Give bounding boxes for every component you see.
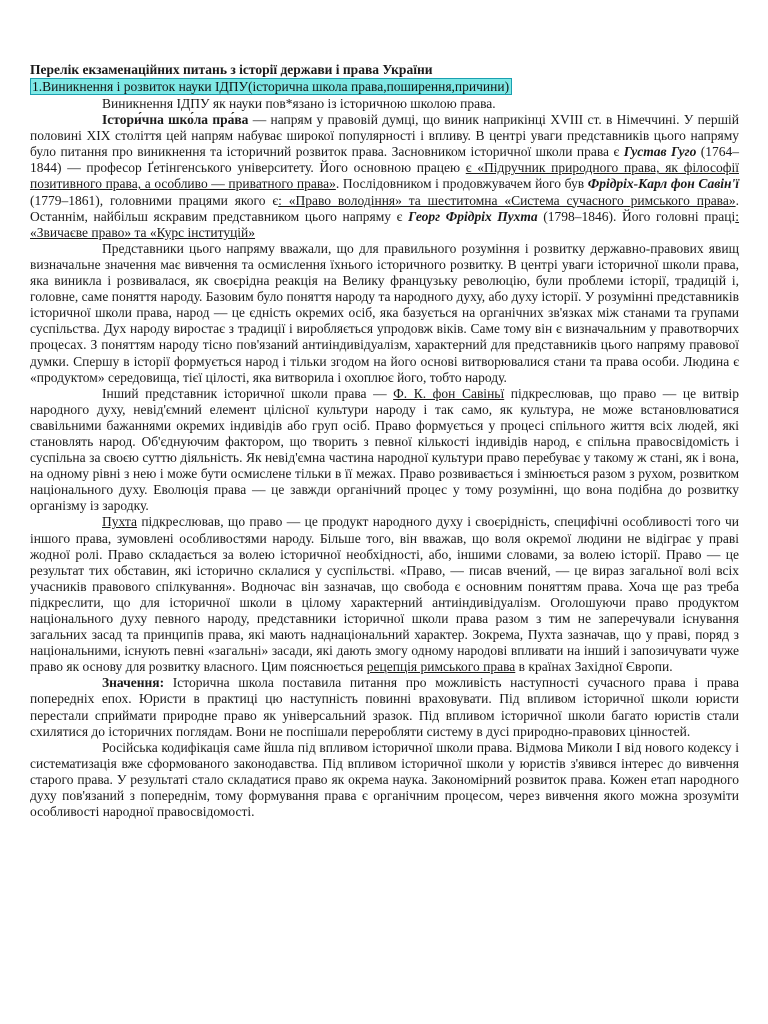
p1-text-2: (1764–1844) — професор Ґетінгенського університету. Його основною працею xyxy=(30,144,740,176)
link-savigny[interactable]: Ф. К. фон Савіньї xyxy=(393,385,505,401)
paragraph-puchta xyxy=(30,514,739,675)
paragraph-russian-codification xyxy=(30,740,739,820)
p4-text-1: підкреслював, що право — це продукт народного духу і своєрідність, специфічні особливості того чи іншого права, зумовлені особливостями народу. Більше того, він вважав, що воля окремої людини не відіграє у праві жодної ролі. Право складається за волею історичної необхідності, або, іншими словами, за волею історії. Право — це результат тих обставин, які історично склалися у суспільстві. «Право, — писав вчений, — це вираз загальної волі всіх учасників правового спілкування». Водночас він зазначав, що свобода є основним поняттям права. Хоча ще раз треба підкреслити, що для історичної школи в цілому характерний антиіндивідуалізм. Оголошуючи право продуктом національного духу певного народу, представники історичної школи права разом з тим не заперечували існування загальних засад та принципів права, які мають наднаціональний характер. Зокрема, Пухта зазначав, що у праві, поряд з національними, існують певні «загальні» засади, які дають змогу одному народові впливати на інший і запозичувати чуже право як основу для розвитку власного. Цим пояснюється xyxy=(30,514,739,675)
p1-text-1: — напрям у правовій думці, що виник наприкінці XVIII ст. в Німеччині. У першій половині XIX століття цей напрям набуває широкої популярності і впливу. В центрі уваги представників цього напряму було питання про виникнення та історичний розвиток права. Засновником історичної школи права є xyxy=(30,112,739,160)
question-heading-row xyxy=(30,78,739,96)
p1-text-6: (1798–1846). Його головні праці xyxy=(537,208,736,224)
p1-text-5: . Останнім, найбільш яскравим представником цього напряму є xyxy=(30,192,739,224)
p2-text: Представники цього напряму вважали, що для правильного розуміння і розвитку державно-правових явищ визначальне значення має вивчення та осмислення їхнього історичного розвитку. В центрі уваги історичної школи права, яка виникла і розвивалася, як своєрідна реакція на Велику французьку революцію, були проблеми історії, традицій і, головне, саме поняття народу. Базовим було поняття народу та народного духу, або духу історії. У розумінні представників історичної школи права, народ — це єдність окремих осіб, яка базується на органічних зв'язках між станами та групами суспільства. Дух народу виростає з традиції і виробляється упродовж віків. Саме тому він є визначальним у правотворчих процесах. З поняттям народу тісно пов'язаний антиіндивідуалізм, характерний для представників цього напряму правової думки. Спершу в історії формується народ і тільки згодом на його основі витворювалися стани та права особи. Людина є «продуктом» середовища, тієї цілості, яка витворила і охоплює його, тобто народу. xyxy=(30,240,739,385)
link-puchta-works[interactable]: : «Звичаєве право» та «Курс інституцій» xyxy=(30,208,739,240)
p3-text-2: підкреслював, що право — це витвір народного духу, невід'ємний елемент цілісної культури народу і так само, як культура, не може встановлюватися свавільними бажаннями окремих індивідів або груп осіб. Право формується у процесі спільного життя всіх людей, які становлять народ. Об'єднуючим фактором, що творить з певної кількості індивідів народ, є спільна правосвідомість і суспільна за своєю суттю діяльність. Як невід'ємна частина народної культури право перебуває у такому ж стані, як і вона, на одному рівні з нею і може бути осмислене тільки в її межах. Право розвивається і змінюється разом з рухом, розвитком національного духу. Еволюція права — це завжди органічний процес у тому розумінні, що вона подібна до розвитку організму із зародку. xyxy=(30,385,739,514)
link-puchta[interactable]: Пухта xyxy=(102,514,137,530)
intro-paragraph xyxy=(30,96,739,112)
p3-text-1: Інший представник історичної школи права — xyxy=(102,385,394,401)
p4-text-2: в країнах Західної Європи. xyxy=(515,659,673,675)
term-historical-school: Істори́чна шко́ла пра́ва xyxy=(102,112,249,128)
significance-label: Значення: xyxy=(102,675,165,691)
link-hugo-work[interactable]: є «Підручник природного права, як філософії позитивного права, а особливо — приватного права» xyxy=(30,160,739,192)
p1-text-4: (1779–1861), головними працями якого є xyxy=(30,192,279,208)
paragraph-significance xyxy=(30,675,739,739)
paragraph-savigny xyxy=(30,386,739,515)
link-savigny-works[interactable]: : «Право володіння» та шеститомна «Система сучасного римського права» xyxy=(278,192,736,208)
p6-text: Російська кодифікація саме йшла під впливом історичної школи права. Відмова Миколи І від нового кодексу і систематизація вже сформованого законодавства. Під впливом історичної школи у юристів з'явився інтерес до вивчення старого права. У результаті стало складатися право як окрема наука. Закономірний розвиток права. Кожен етап народного духу пов'язаний з попереднім, тому формування права є органічним процесом, через вивчення якого можна зрозуміти особливості народної правосвідомості. xyxy=(30,739,739,820)
intro-sentence: Виникнення ІДПУ як науки пов*язано із історичною школою права. xyxy=(102,96,496,111)
name-savigny: Фрідріх-Карл фон Савін'ї xyxy=(587,176,739,192)
p5-text: Історична школа поставила питання про можливість наступності сучасного права і права попередніх епох. Юристи в практиці цю наступність повинні враховувати. Під впливом історичної школи юристи перестали сприймати природне право як універсальний зразок. Під впливом історичної школи багато юристів стали схилятися до історичних поглядам. Вони не поспішали переробляти систему в дусі природно-правових цінностей. xyxy=(30,675,739,739)
name-hugo: Густав Гуго xyxy=(623,144,697,160)
paragraph-representatives xyxy=(30,241,739,386)
p1-text-3: . Послідовником і продовжувачем його був xyxy=(335,176,588,192)
name-puchta: Георг Фрідріх Пухта xyxy=(408,208,538,224)
link-reception-roman-law[interactable]: рецепція римського права xyxy=(366,659,516,675)
document-title: Перелік екзаменаційних питань з історії держави і права України xyxy=(30,62,433,77)
question-heading[interactable]: 1.Виникнення і розвиток науки ІДПУ(історична школа права,поширення,причини) xyxy=(30,78,512,95)
paragraph-historical-school xyxy=(30,112,739,241)
